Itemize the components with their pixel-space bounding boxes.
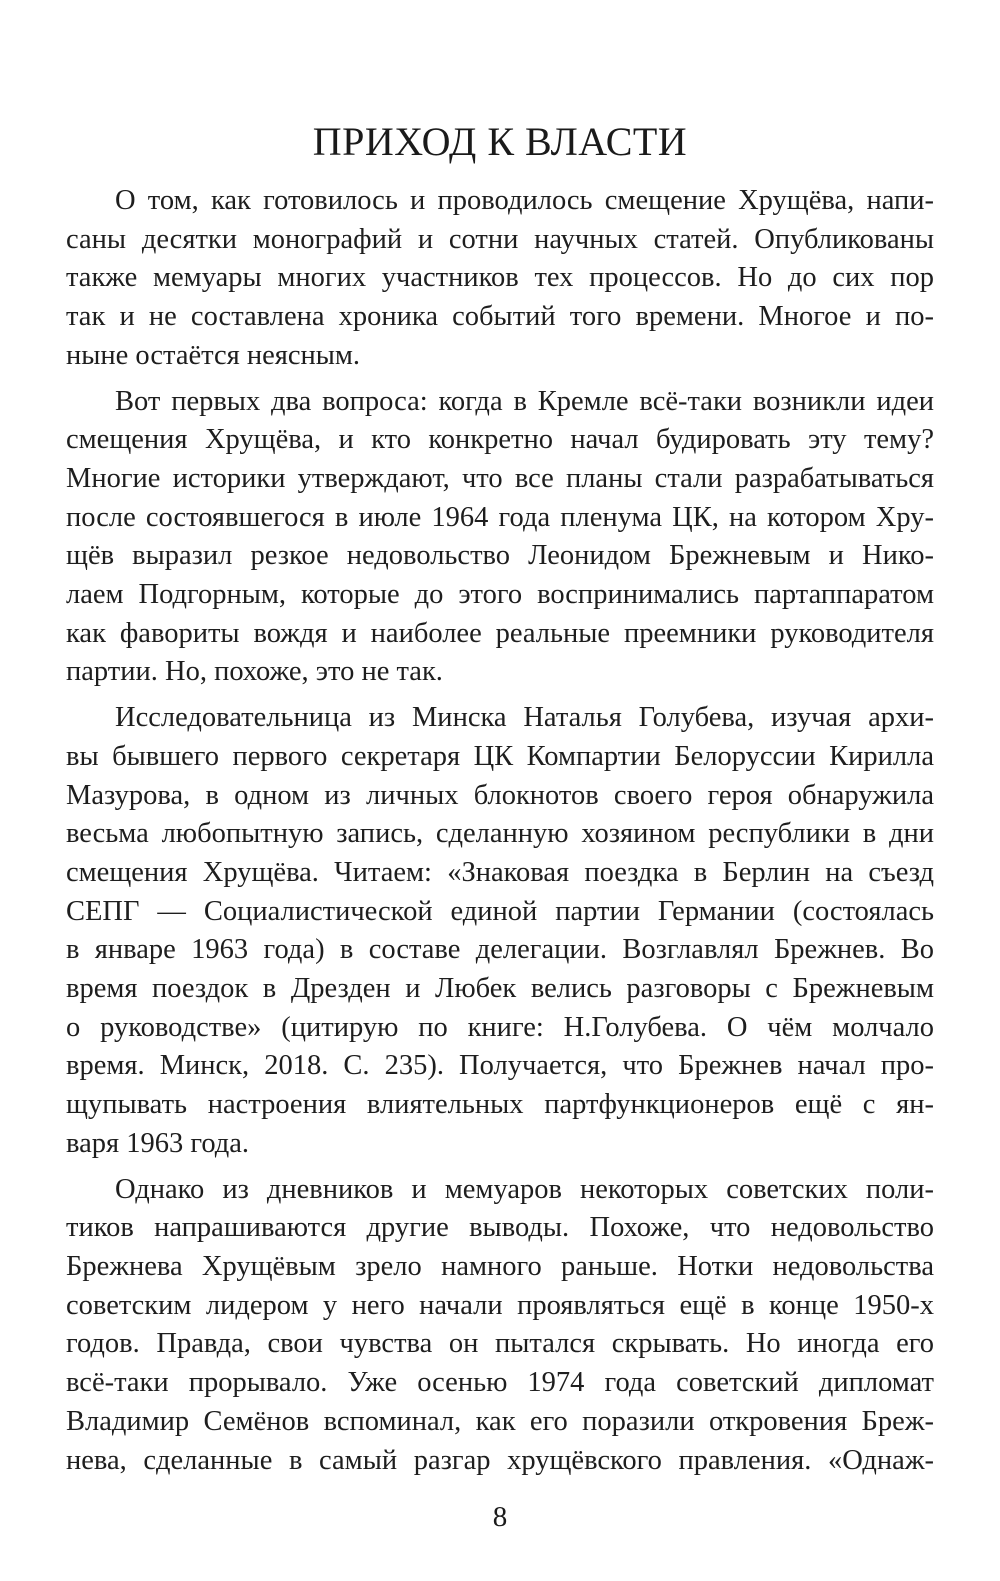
text-line: Брежнева Хрущёвым зрело намного раньше. Нотки недовольства (66, 1250, 934, 1282)
text-line: лаем Подгорным, которые до этого воспринимались партаппаратом (66, 579, 934, 611)
text-line: Владимир Семёнов вспоминал, как его поразили откровения Бреж- (66, 1405, 934, 1437)
text-line: всё-таки прорывало. Уже осенью 1974 года советский дипломат (66, 1367, 934, 1399)
text-line: щёв выразил резкое недовольство Леонидом Брежневым и Нико- (66, 540, 934, 572)
text-line: О том, как готовилось и проводилось смещение Хрущёва, напи- (115, 185, 934, 216)
paragraph (66, 383, 934, 693)
paragraph (66, 699, 934, 1163)
text-line: смещения Хрущёва. Читаем: «Знаковая поездка в Берлин на съезд (66, 856, 934, 888)
text-line: тиков напрашиваются другие выводы. Похоже, что недовольство (66, 1212, 934, 1244)
paragraph (66, 1171, 934, 1481)
text-line: как фавориты вождя и наиболее реальные преемники руководителя (66, 617, 934, 649)
text-line: щупывать настроения влиятельных партфункционеров ещё с ян- (66, 1089, 934, 1121)
chapter-title: ПРИХОД К ВЛАСТИ (312, 119, 688, 164)
text-line: весьма любопытную запись, сделанную хозяином республики в дни (66, 818, 934, 850)
text-line: варя 1963 года. (66, 1127, 250, 1159)
text-line: Вот первых два вопроса: когда в Кремле всё-таки возникли идеи (115, 385, 934, 417)
text-line: партии. Но, похоже, это не так. (66, 656, 443, 688)
text-line: время поездок в Дрезден и Любек велись разговоры с Брежневым (66, 973, 934, 1005)
text-line: Многие историки утверждают, что все планы стали разрабатываться (66, 462, 934, 494)
text-line: годов. Правда, свои чувства он пытался скрывать. Но иногда его (66, 1328, 934, 1360)
text-line: Исследовательница из Минска Наталья Голубева, изучая архи- (115, 702, 934, 734)
text-line: Однако из дневников и мемуаров некоторых советских поли- (115, 1173, 934, 1205)
text-line: смещения Хрущёва, и кто конкретно начал будировать эту тему? (66, 424, 934, 456)
text-line: также мемуары многих участников тех процессов. Но до сих пор (66, 262, 934, 294)
text-line: о руководстве» (цитирую по книге: Н.Голубева. О чём молчало (66, 1011, 934, 1043)
body-text (66, 182, 934, 1487)
text-line: СЕПГ — Социалистической единой партии Германии (состоялась (66, 895, 934, 927)
text-line: время. Минск, 2018. С. 235). Получается, что Брежнев начал про- (66, 1050, 934, 1082)
text-line: в январе 1963 года) в составе делегации. Возглавлял Брежнев. Во (66, 934, 934, 966)
text-line: нева, сделанные в самый разгар хрущёвского правления. «Однаж- (66, 1444, 934, 1476)
text-line: советским лидером у него начали проявляться ещё в конце 1950-х (66, 1289, 934, 1321)
text-line: так и не составлена хроника событий того времени. Многое и по- (66, 301, 934, 333)
text-line: Мазурова, в одном из личных блокнотов своего героя обнаружила (66, 779, 934, 811)
text-line: вы бывшего первого секретаря ЦК Компартии Белоруссии Кирилла (66, 740, 934, 772)
page-number: 8 (492, 1501, 508, 1533)
text-line: после состоявшегося в июле 1964 года пленума ЦК, на котором Хру- (66, 501, 934, 533)
paragraph (66, 182, 934, 376)
text-line: ныне остаётся неясным. (66, 339, 361, 371)
text-line: саны десятки монографий и сотни научных статей. Опубликованы (66, 223, 934, 255)
